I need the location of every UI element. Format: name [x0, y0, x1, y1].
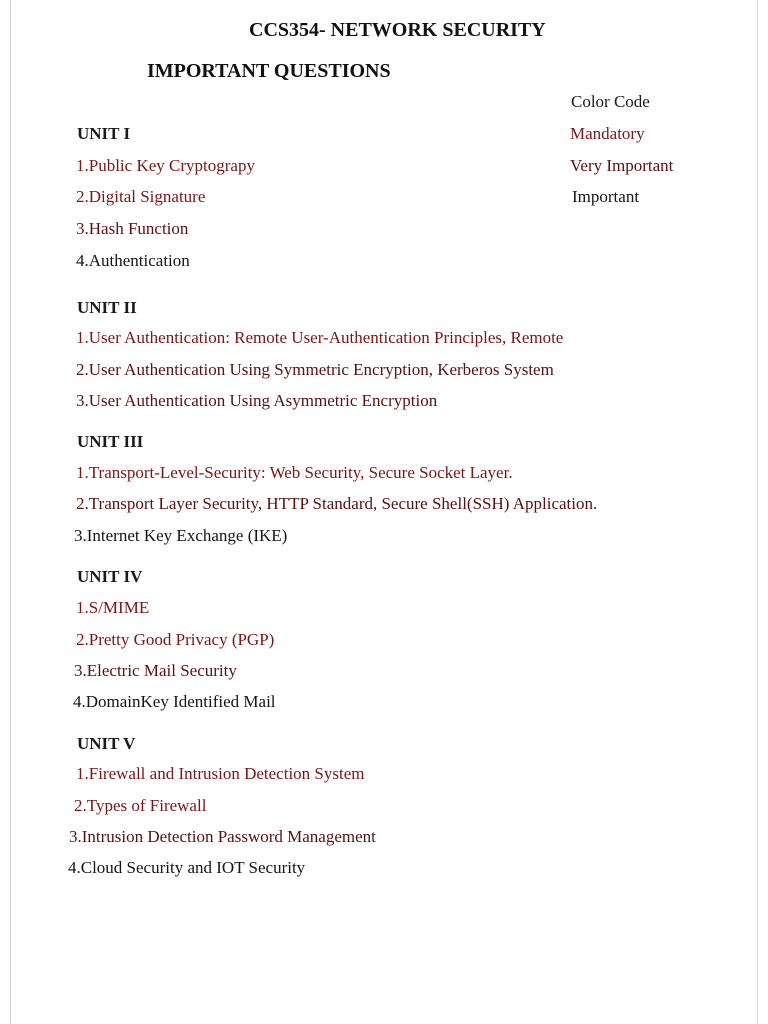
question-item: 1.S/MIME [76, 598, 150, 617]
unit-heading: UNIT II [77, 298, 137, 317]
question-item: 3.Hash Function [76, 219, 189, 238]
question-item: 1.User Authentication: Remote User-Authentication Principles, Remote [76, 328, 564, 347]
legend-mandatory: Mandatory [570, 124, 645, 143]
document-title: CCS354- NETWORK SECURITY [249, 19, 546, 41]
question-item: 2.Digital Signature [76, 187, 206, 206]
question-item: 1.Public Key Cryptograpy [76, 156, 255, 175]
question-item: 3.Internet Key Exchange (IKE) [74, 526, 288, 545]
question-item: 2.Pretty Good Privacy (PGP) [76, 630, 275, 649]
legend-very-important: Very Important [570, 156, 674, 175]
legend-heading: Color Code [571, 92, 650, 111]
question-item: 2.User Authentication Using Symmetric Encryption, Kerberos System [76, 360, 554, 379]
question-item: 1.Transport-Level-Security: Web Security, Secure Socket Layer. [76, 463, 513, 482]
page-right-border [757, 0, 758, 1024]
unit-heading: UNIT III [77, 432, 144, 451]
document-subtitle: IMPORTANT QUESTIONS [147, 60, 391, 82]
question-item: 2.Transport Layer Security, HTTP Standard, Secure Shell(SSH) Application. [76, 494, 598, 513]
unit-heading: UNIT V [77, 734, 136, 753]
page-left-border [10, 0, 11, 1024]
question-item: 2.Types of Firewall [74, 796, 207, 815]
question-item: 3.Electric Mail Security [74, 661, 237, 680]
question-item: 3.User Authentication Using Asymmetric Encryption [76, 391, 438, 410]
question-item: 4.Cloud Security and IOT Security [68, 858, 306, 877]
question-item: 4.DomainKey Identified Mail [73, 692, 276, 711]
question-item: 4.Authentication [76, 251, 190, 270]
unit-heading: UNIT IV [77, 567, 143, 586]
question-item: 1.Firewall and Intrusion Detection System [76, 764, 365, 783]
question-item: 3.Intrusion Detection Password Management [69, 827, 376, 846]
unit-heading: UNIT I [77, 124, 131, 143]
legend-important: Important [572, 187, 640, 206]
